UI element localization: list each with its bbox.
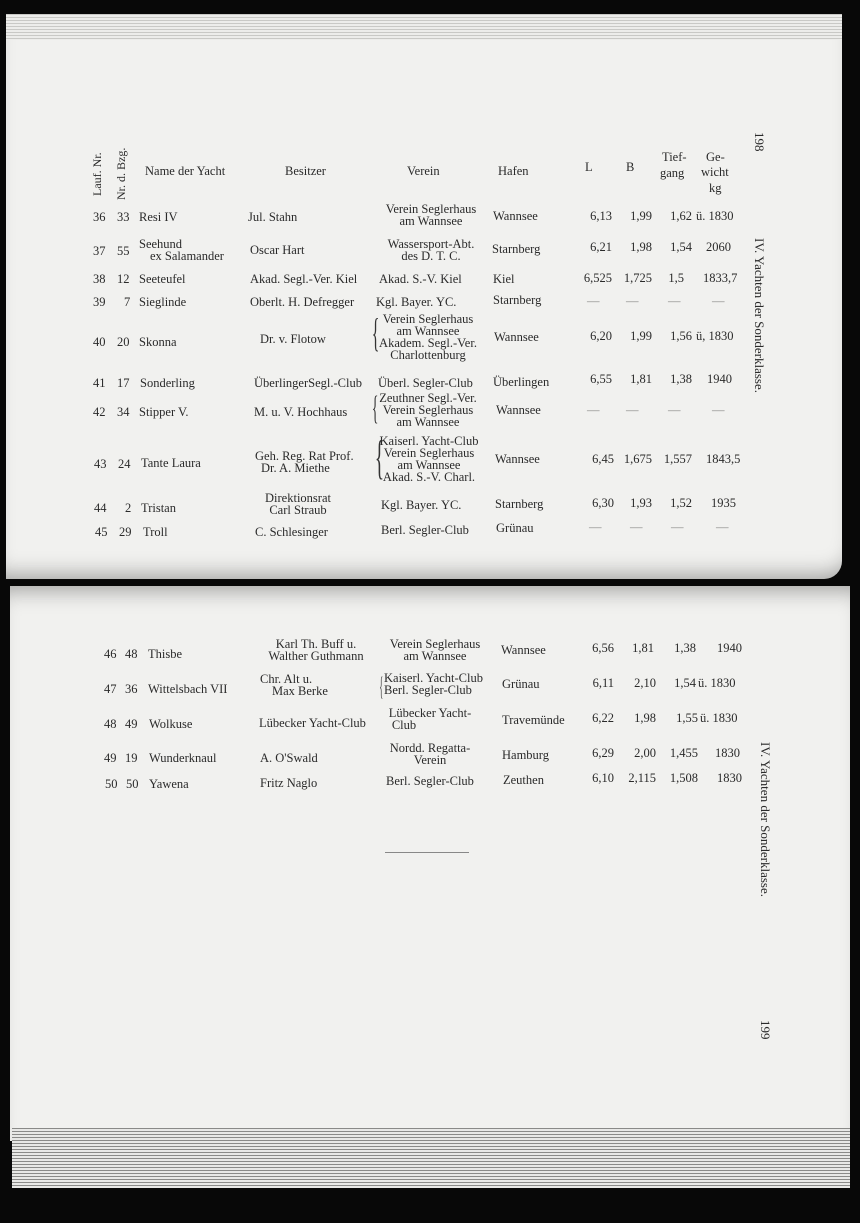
cell-name: Thisbe	[148, 647, 183, 661]
running-head-top: IV. Yachten der Sonderklasse.	[752, 238, 767, 394]
cell-verein: Nordd. Regatta-	[389, 741, 471, 755]
cell-tief: 1,54	[670, 240, 692, 254]
cell-L: 6,30	[592, 496, 614, 510]
cell-gewicht: 1830	[717, 771, 742, 785]
cell-hafen: Grünau	[496, 521, 534, 535]
cell-lauf: 36	[93, 210, 106, 224]
cell-hafen: Wannsee	[501, 643, 546, 657]
brace-icon: {	[371, 390, 379, 427]
cell-B: 2,115	[628, 771, 656, 785]
cell-besitzer: Fritz Naglo	[260, 776, 318, 790]
cell-name: Tante Laura	[141, 456, 201, 470]
cell-verein: Club	[391, 718, 417, 732]
cell-tief: 1,62	[670, 209, 692, 223]
cell-besitzer: Max Berke	[272, 684, 328, 698]
cell-name: Seehund	[139, 237, 183, 251]
cell-besitzer: C. Schlesinger	[255, 525, 328, 539]
cell-gewicht: ü. 1830	[696, 209, 734, 223]
cell-verein: Verein Seglerhaus	[383, 446, 475, 460]
cell-tief: 1,54	[674, 676, 696, 690]
cell-lauf: 45	[95, 525, 108, 539]
cell-tief: 1,38	[674, 641, 696, 655]
cell-lauf: 49	[104, 751, 117, 765]
brace-icon: {	[374, 431, 385, 484]
cell-B: 1,98	[630, 240, 652, 254]
cell-besitzer: A. O'Swald	[260, 751, 318, 765]
cell-gewicht: ü. 1830	[698, 676, 736, 690]
cell-lauf: 44	[94, 501, 107, 515]
cell-tief: —	[668, 403, 681, 417]
header-name: Name der Yacht	[145, 164, 226, 178]
cell-L: 6,20	[590, 329, 612, 343]
cell-lauf: 40	[93, 335, 106, 349]
header-gewicht-1: Ge-	[706, 150, 725, 164]
cell-L: 6,13	[590, 209, 612, 223]
header-gewicht-2: wicht	[701, 165, 729, 179]
cell-gewicht: 1843,5	[706, 452, 741, 466]
cell-gewicht: ü. 1830	[700, 711, 738, 725]
cell-hafen: Starnberg	[492, 242, 541, 256]
cell-tief: 1,455	[669, 746, 698, 760]
cell-verein: Berl. Segler-Club	[386, 774, 474, 788]
cell-besitzer: ÜberlingerSegl.-Club	[254, 376, 362, 390]
cell-L: —	[587, 403, 600, 417]
cell-B: —	[626, 403, 639, 417]
cell-tief: 1,52	[670, 496, 692, 510]
cell-hafen: Wannsee	[495, 452, 540, 466]
cell-L: —	[587, 294, 600, 308]
cell-verein: am Wannsee	[399, 214, 463, 228]
cell-gewicht: —	[712, 403, 725, 417]
cell-L: 6,56	[592, 641, 614, 655]
cell-bzg: 48	[125, 647, 138, 661]
cell-verein: Kaiserl. Yacht-Club	[384, 671, 483, 685]
cell-hafen: Wannsee	[494, 330, 539, 344]
cell-L: 6,55	[590, 372, 612, 386]
cell-gewicht: ü, 1830	[696, 329, 734, 343]
cell-hafen: Kiel	[493, 272, 515, 286]
header-tief-1: Tief-	[662, 150, 687, 164]
cell-besitzer: Oscar Hart	[250, 243, 305, 257]
cell-name: Stipper V.	[139, 405, 189, 419]
cell-B: 2,10	[634, 676, 656, 690]
cell-besitzer: Karl Th. Buff u.	[275, 637, 357, 651]
cell-L: 6,11	[592, 676, 614, 690]
header-B: B	[626, 160, 635, 174]
cell-verein: am Wannsee	[396, 415, 460, 429]
cell-tief: 1,56	[670, 329, 692, 343]
cell-hafen: Grünau	[502, 677, 540, 691]
cell-lauf: 42	[93, 405, 106, 419]
cell-name: Troll	[143, 525, 168, 539]
cell-verein: Verein	[413, 753, 447, 767]
cell-besitzer: Chr. Alt u.	[260, 672, 313, 686]
cell-B: 1,81	[630, 372, 652, 386]
header-L: L	[585, 160, 593, 174]
cell-verein: am Wannsee	[396, 324, 460, 338]
cell-tief: 1,5	[668, 271, 684, 285]
cell-gewicht: 1935	[711, 496, 736, 510]
cell-tief: 1,508	[669, 771, 698, 785]
cell-lauf: 43	[94, 457, 107, 471]
cell-verein: Verein Seglerhaus	[385, 202, 477, 216]
cell-name: ex Salamander	[150, 249, 224, 263]
cell-besitzer: M. u. V. Hochhaus	[254, 405, 348, 419]
header-lauf-nr: Lauf. Nr.	[90, 152, 104, 196]
cell-lauf: 39	[93, 295, 106, 309]
header-hafen: Hafen	[498, 164, 529, 178]
cell-lauf: 37	[93, 244, 106, 258]
page-number-199: 199	[758, 1020, 773, 1040]
cell-lauf: 48	[104, 717, 117, 731]
end-rule	[385, 852, 469, 853]
cell-verein: Wassersport-Abt.	[387, 237, 475, 251]
header-verein: Verein	[407, 164, 440, 178]
cell-L: 6,21	[590, 240, 612, 254]
cell-B: 2,00	[634, 746, 656, 760]
cell-tief: 1,557	[663, 452, 692, 466]
cell-L: —	[589, 520, 602, 534]
cell-name: Sonderling	[140, 376, 195, 390]
cell-lauf: 50	[105, 777, 118, 791]
cell-gewicht: —	[712, 294, 725, 308]
cell-verein: Verein Seglerhaus	[382, 312, 474, 326]
cell-name: Skonna	[139, 335, 177, 349]
page-edge-bottom	[12, 1128, 850, 1188]
cell-verein: Überl. Segler-Club	[378, 376, 473, 390]
cell-verein: Kgl. Bayer. YC.	[381, 498, 462, 512]
cell-hafen: Wannsee	[496, 403, 541, 417]
cell-besitzer: Akad. Segl.-Ver. Kiel	[250, 272, 358, 286]
header-tief-2: gang	[660, 166, 685, 180]
cell-lauf: 41	[93, 376, 106, 390]
cell-tief: —	[668, 294, 681, 308]
cell-name: Tristan	[141, 501, 176, 515]
running-head-bottom: IV. Yachten der Sonderklasse.	[758, 742, 773, 898]
cell-gewicht: 2060	[706, 240, 731, 254]
cell-verein: Berl. Segler-Club	[381, 523, 469, 537]
cell-B: 1,675	[623, 452, 652, 466]
cell-L: 6,10	[592, 771, 614, 785]
cell-L: 6,45	[592, 452, 614, 466]
cell-bzg: 36	[125, 682, 138, 696]
cell-besitzer: Walther Guthmann	[268, 649, 364, 663]
cell-lauf: 47	[104, 682, 117, 696]
cell-B: —	[630, 520, 643, 534]
cell-besitzer: Geh. Reg. Rat Prof.	[255, 449, 354, 463]
cell-hafen: Hamburg	[502, 748, 549, 762]
cell-tief: 1,55	[676, 711, 698, 725]
cell-hafen: Starnberg	[493, 293, 542, 307]
header-nr-bzg: Nr. d. Bzg.	[114, 147, 128, 200]
cell-besitzer: Dr. A. Miethe	[261, 461, 330, 475]
cell-lauf: 38	[93, 272, 106, 286]
cell-name: Seeteufel	[139, 272, 186, 286]
cell-bzg: 29	[119, 525, 132, 539]
cell-hafen: Zeuthen	[503, 773, 544, 787]
cell-verein: des D. T. C.	[401, 249, 461, 263]
cell-B: 1,98	[634, 711, 656, 725]
cell-B: 1,99	[630, 329, 652, 343]
cell-verein: Berl. Segler-Club	[384, 683, 472, 697]
cell-bzg: 49	[125, 717, 138, 731]
cell-verein: Kgl. Bayer. YC.	[376, 295, 457, 309]
cell-B: —	[626, 294, 639, 308]
cell-besitzer: Direktionsrat	[265, 491, 331, 505]
cell-verein: Lübecker Yacht-	[388, 706, 472, 720]
cell-tief: 1,38	[670, 372, 692, 386]
cell-verein: Zeuthner Segl.-Ver.	[379, 391, 477, 405]
cell-bzg: 19	[125, 751, 138, 765]
cell-L: 6,22	[592, 711, 614, 725]
cell-bzg: 20	[117, 335, 130, 349]
cell-L: 6,29	[592, 746, 614, 760]
header-gewicht-3: kg	[709, 181, 722, 195]
cell-gewicht: —	[716, 520, 729, 534]
cell-bzg: 24	[118, 457, 131, 471]
cell-besitzer: Oberlt. H. Defregger	[250, 295, 355, 309]
page-edge-top	[6, 14, 842, 40]
brace-icon: {	[379, 672, 384, 701]
cell-bzg: 33	[117, 210, 130, 224]
cell-gewicht: 1940	[717, 641, 742, 655]
cell-lauf: 46	[104, 647, 117, 661]
cell-bzg: 12	[117, 272, 130, 286]
cell-verein: Kaiserl. Yacht-Club	[379, 434, 479, 448]
cell-hafen: Wannsee	[493, 209, 538, 223]
cell-B: 1,93	[630, 496, 652, 510]
cell-verein: Charlottenburg	[390, 348, 466, 362]
cell-B: 1,81	[632, 641, 654, 655]
cell-hafen: Travemünde	[502, 713, 565, 727]
cell-B: 1,725	[623, 271, 652, 285]
cell-bzg: 50	[126, 777, 139, 791]
cell-gewicht: 1830	[715, 746, 740, 760]
cell-verein: Akadem. Segl.-Ver.	[379, 336, 477, 350]
cell-gewicht: 1833,7	[703, 271, 738, 285]
cell-hafen: Überlingen	[493, 375, 550, 389]
cell-verein: am Wannsee	[403, 649, 467, 663]
page-number-198: 198	[752, 132, 767, 152]
cell-tief: —	[671, 520, 684, 534]
cell-verein: Akad. S.-V. Kiel	[379, 272, 462, 286]
cell-bzg: 55	[117, 244, 130, 258]
cell-bzg: 7	[124, 295, 131, 309]
cell-gewicht: 1940	[707, 372, 732, 386]
cell-besitzer: Jul. Stahn	[248, 210, 298, 224]
cell-verein: Verein Seglerhaus	[382, 403, 474, 417]
cell-name: Wittelsbach VII	[148, 682, 228, 696]
cell-name: Wunderknaul	[149, 751, 217, 765]
cell-name: Yawena	[149, 777, 189, 791]
header-besitzer: Besitzer	[285, 164, 326, 178]
cell-verein: Akad. S.-V. Charl.	[382, 470, 476, 484]
cell-besitzer: Lübecker Yacht-Club	[259, 716, 366, 730]
cell-besitzer: Dr. v. Flotow	[260, 332, 326, 346]
page-199	[10, 586, 850, 1141]
brace-icon: {	[371, 310, 380, 355]
cell-hafen: Starnberg	[495, 497, 544, 511]
cell-name: Wolkuse	[149, 717, 193, 731]
cell-besitzer: Carl Straub	[269, 503, 327, 517]
cell-L: 6,525	[583, 271, 612, 285]
cell-name: Resi IV	[139, 210, 178, 224]
cell-bzg: 2	[125, 501, 132, 515]
cell-bzg: 17	[117, 376, 130, 390]
cell-verein: am Wannsee	[397, 458, 461, 472]
cell-name: Sieglinde	[139, 295, 187, 309]
cell-bzg: 34	[117, 405, 130, 419]
cell-verein: Verein Seglerhaus	[389, 637, 481, 651]
cell-B: 1,99	[630, 209, 652, 223]
